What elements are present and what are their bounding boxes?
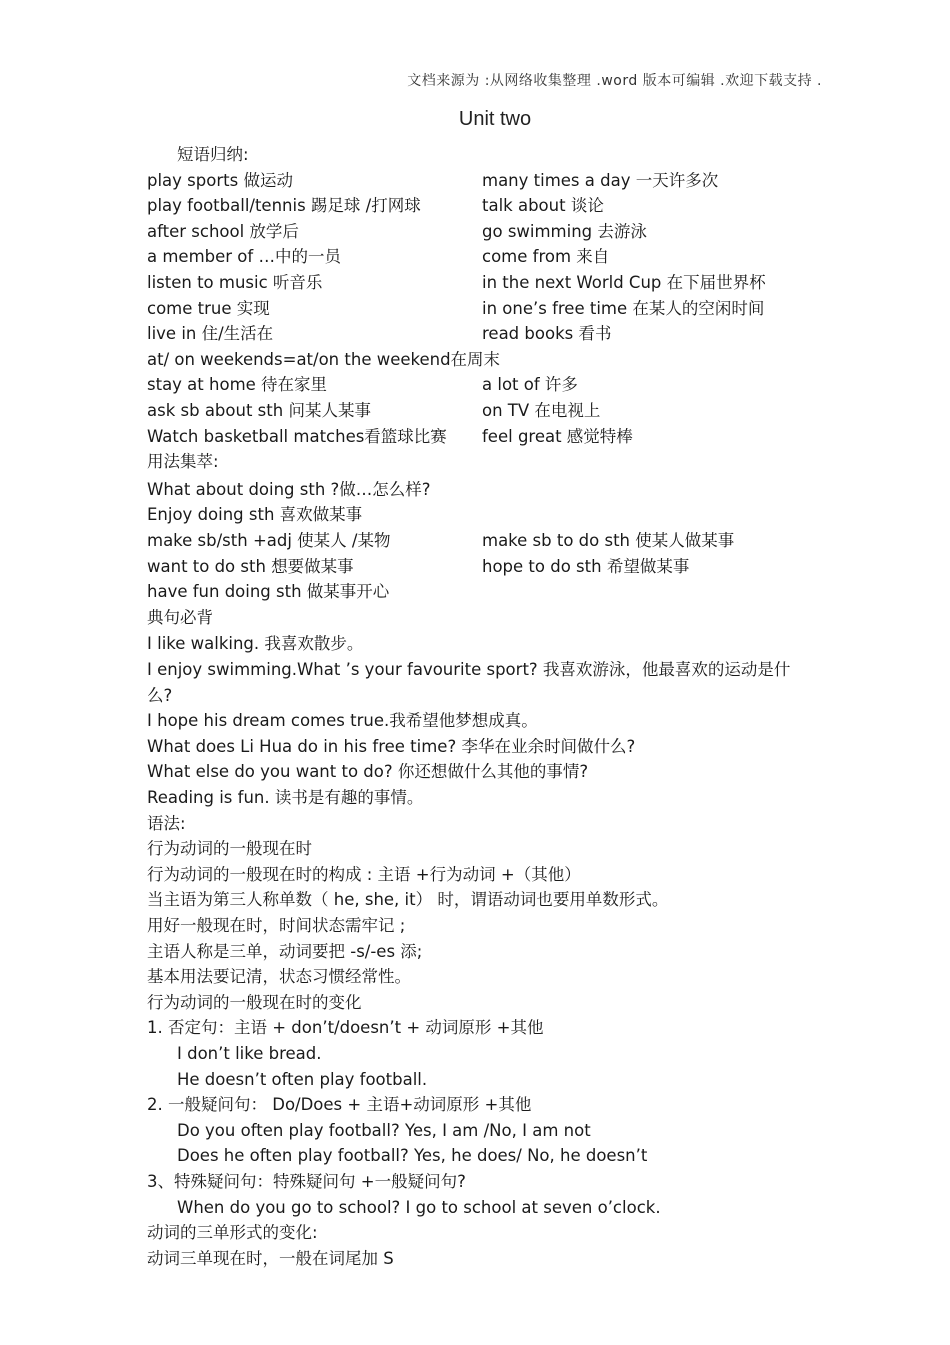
page-title: Unit two	[458, 108, 532, 130]
phrase-item: after school 放学后	[147, 221, 299, 241]
grammar-example: 2. 一般疑问句： Do/Does + 主语+动词原形 +其他	[147, 1095, 532, 1115]
sentence-line: What does Li Hua do in his free time? 李华在业余时间做什么?	[147, 736, 636, 756]
phrase-item: in the next World Cup 在下届世界杯	[482, 273, 766, 292]
phrase-item: listen to music 听音乐	[147, 273, 323, 292]
phrase-item: come true 实现	[147, 298, 270, 318]
usage-item: What about doing sth ?做…怎么样?	[147, 479, 431, 499]
usage-item: want to do sth 想要做某事	[147, 556, 354, 576]
usage-item: have fun doing sth 做某事开心	[147, 582, 390, 602]
phrase-item: play sports 做运动	[147, 170, 293, 190]
grammar-line: 主语人称是三单，动词要把 -s/-es 添;	[147, 941, 423, 961]
grammar-example: When do you go to school? I go to school at seven o’clock.	[177, 1197, 661, 1217]
phrase-item: go swimming 去游泳	[482, 221, 647, 241]
phrase-item: in one’s free time 在某人的空闲时间	[482, 298, 765, 318]
phrase-item: read books 看书	[482, 324, 612, 344]
third-person-heading: 动词的三单形式的变化:	[147, 1223, 318, 1243]
usage-item: Enjoy doing sth 喜欢做某事	[147, 505, 363, 525]
usage-item: hope to do sth 希望做某事	[482, 556, 690, 576]
phrase-item: talk about 谈论	[482, 196, 604, 216]
grammar-line: 用好一般现在时，时间状态需牢记 ;	[147, 916, 406, 935]
phrase-item: on TV 在电视上	[482, 401, 601, 420]
usage-item: make sb/sth +adj 使某人 /某物	[147, 531, 391, 550]
grammar-heading: 语法:	[147, 813, 186, 833]
grammar-line: 行为动词的一般现在时的变化	[147, 992, 362, 1012]
grammar-example: 1. 否定句：主语 + don’t/doesn’t + 动词原形 +其他	[147, 1018, 544, 1038]
phrase-item: feel great 感觉特棒	[482, 426, 633, 446]
phrase-item: a member of …中的一员	[147, 247, 341, 267]
sentence-line: Reading is fun. 读书是有趣的事情。	[147, 788, 424, 807]
phrase-item: come from 来自	[482, 247, 610, 267]
usage-heading: 用法集萃:	[147, 452, 219, 472]
grammar-example: Do you often play football? Yes, I am /No, I am not	[177, 1120, 591, 1140]
phrase-item: stay at home 待在家里	[147, 375, 328, 395]
grammar-example: Does he often play football? Yes, he does/ No, he doesn’t	[177, 1146, 648, 1166]
sentence-line: What else do you want to do? 你还想做什么其他的事情?	[147, 762, 589, 782]
phrase-item: ask sb about sth 问某人某事	[147, 401, 371, 420]
phrase-item: Watch basketball matches看篮球比赛	[147, 426, 447, 446]
grammar-line: 行为动词的一般现在时	[147, 839, 312, 859]
sentence-line: I enjoy swimming.What ’s your favourite sport? 我喜欢游泳，他最喜欢的运动是什	[147, 660, 791, 679]
phrase-item: at/ on weekends=at/on the weekend在周末	[147, 349, 501, 369]
grammar-example: I don’t like bread.	[177, 1044, 322, 1063]
usage-item: make sb to do sth 使某人做某事	[482, 531, 735, 550]
phrase-item: live in 住/生活在	[147, 324, 274, 344]
phrase-item: play football/tennis 踢足球 /打网球	[147, 196, 421, 216]
phrase-item: many times a day 一天许多次	[482, 170, 719, 190]
grammar-example: He doesn’t often play football.	[177, 1069, 428, 1089]
grammar-line: 基本用法要记清，状态习惯经常性。	[147, 967, 411, 987]
grammar-example: 3、特殊疑问句：特殊疑问句 +一般疑问句?	[147, 1172, 466, 1191]
header-note: 文档来源为 :从网络收集整理 .word 版本可编辑 .欢迎下载支持 .	[407, 73, 822, 89]
grammar-line: 行为动词的一般现在时的构成 : 主语 +行为动词 +（其他）	[147, 864, 581, 884]
sentence-line: I hope his dream comes true.我希望他梦想成真。	[147, 711, 538, 731]
sentence-line: I like walking. 我喜欢散步。	[147, 634, 364, 654]
sentences-heading: 典句必背	[147, 607, 213, 627]
third-person-line: 动词三单现在时，一般在词尾加 S	[147, 1248, 394, 1268]
phrases-heading: 短语归纳:	[177, 145, 249, 164]
phrase-item: a lot of 许多	[482, 375, 578, 395]
sentence-line: 么?	[147, 685, 173, 705]
grammar-line: 当主语为第三人称单数（ he, she, it） 时，谓语动词也要用单数形式。	[147, 890, 669, 910]
